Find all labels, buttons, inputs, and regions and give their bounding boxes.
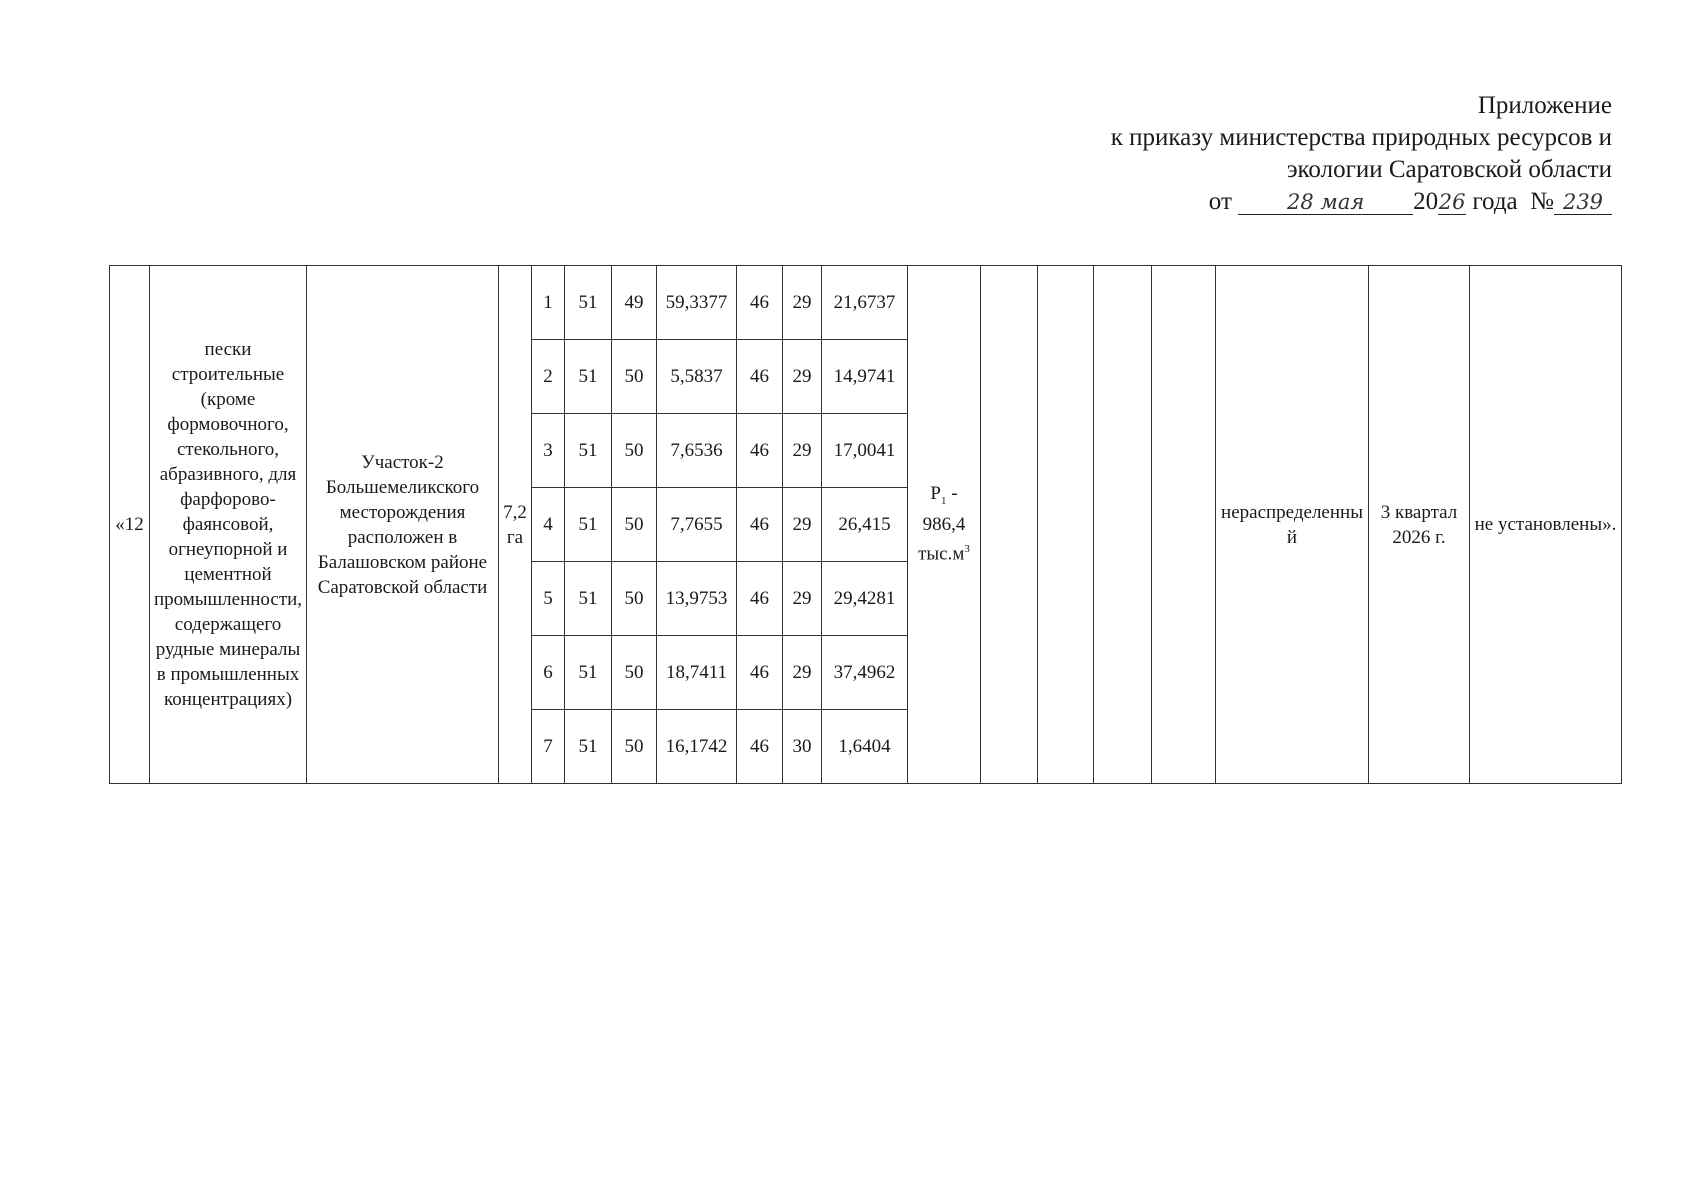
point-number: 4 [532, 487, 565, 561]
lat-degrees: 51 [565, 487, 612, 561]
lon-degrees: 46 [737, 339, 783, 413]
handwritten-date: 28 мая [1238, 190, 1413, 215]
lat-minutes: 50 [612, 561, 657, 635]
year-word: года [1472, 188, 1518, 215]
table-body [110, 266, 1622, 784]
lon-degrees: 46 [737, 487, 783, 561]
lon-minutes: 29 [783, 561, 822, 635]
empty-cell [981, 266, 1038, 784]
point-number: 5 [532, 561, 565, 635]
document-header [1111, 90, 1612, 218]
lat-degrees: 51 [565, 266, 612, 340]
handwritten-order-number: 239 [1554, 190, 1612, 215]
reserve-estimate [908, 266, 981, 784]
table-row [110, 266, 1622, 340]
lon-minutes: 29 [783, 635, 822, 709]
handwritten-year: 26 [1438, 190, 1466, 214]
lon-seconds: 26,415 [822, 487, 908, 561]
lon-seconds: 29,4281 [822, 561, 908, 635]
appendix-title: Приложение [1477, 92, 1612, 119]
lat-seconds: 16,1742 [657, 709, 737, 783]
lat-degrees: 51 [565, 709, 612, 783]
lon-degrees: 46 [737, 413, 783, 487]
lat-minutes: 50 [612, 487, 657, 561]
row-index: «12 [110, 266, 150, 784]
empty-cell [1094, 266, 1152, 784]
lat-seconds: 5,5837 [657, 339, 737, 413]
reserve-prefix: P [930, 483, 941, 505]
site-area: 7,2 га [499, 266, 532, 784]
lat-degrees: 51 [565, 561, 612, 635]
mineral-type: пески строительные (кроме формовочного, стекольного, абразивного, для фарфорово-фаянсовой, огнеупорной и цементной промышленности, содержащего рудные минералы в промышленных концентрациях) [150, 266, 307, 784]
lon-degrees: 46 [737, 709, 783, 783]
date-prefix: от [1208, 188, 1232, 215]
lon-degrees: 46 [737, 266, 783, 340]
lon-minutes: 30 [783, 709, 822, 783]
order-reference: к приказу министерства природных ресурсов и [1110, 124, 1612, 151]
lon-seconds: 1,6404 [822, 709, 908, 783]
point-number: 3 [532, 413, 565, 487]
lat-degrees: 51 [565, 413, 612, 487]
point-number: 7 [532, 709, 565, 783]
special-conditions: не установлены». [1470, 266, 1622, 784]
lon-minutes: 29 [783, 487, 822, 561]
lat-minutes: 49 [612, 266, 657, 340]
lon-seconds: 14,9741 [822, 339, 908, 413]
licensing-term: 3 квартал 2026 г. [1369, 266, 1470, 784]
empty-cell [1038, 266, 1094, 784]
year-prefix: 20 [1413, 188, 1439, 215]
point-number: 1 [532, 266, 565, 340]
lon-seconds: 21,6737 [822, 266, 908, 340]
empty-cell [1152, 266, 1216, 784]
lon-seconds: 17,0041 [822, 413, 908, 487]
lat-seconds: 18,7411 [657, 635, 737, 709]
point-number: 2 [532, 339, 565, 413]
lon-minutes: 29 [783, 266, 822, 340]
number-sign: № [1530, 188, 1554, 215]
lon-degrees: 46 [737, 561, 783, 635]
lat-minutes: 50 [612, 635, 657, 709]
lat-minutes: 50 [612, 709, 657, 783]
ministry-region: экологии Саратовской области [1286, 156, 1612, 183]
lat-seconds: 7,7655 [657, 487, 737, 561]
order-date-line [1111, 186, 1612, 218]
lat-seconds: 59,3377 [657, 266, 737, 340]
lat-seconds: 7,6536 [657, 413, 737, 487]
lat-minutes: 50 [612, 339, 657, 413]
lon-degrees: 46 [737, 635, 783, 709]
reserve-unit-power: 3 [964, 543, 970, 556]
site-location: Участок-2 Большемеликского месторождения расположен в Балашовском районе Саратовской области [307, 266, 499, 784]
lat-degrees: 51 [565, 635, 612, 709]
license-area-table [109, 265, 1622, 784]
fund-status: нераспределенный [1216, 266, 1369, 784]
lon-minutes: 29 [783, 413, 822, 487]
lon-minutes: 29 [783, 339, 822, 413]
lat-minutes: 50 [612, 413, 657, 487]
lat-degrees: 51 [565, 339, 612, 413]
lon-seconds: 37,4962 [822, 635, 908, 709]
lat-seconds: 13,9753 [657, 561, 737, 635]
reserve-value: - 986,4 тыс.м [918, 483, 966, 565]
point-number: 6 [532, 635, 565, 709]
reserve-category: 1 [941, 495, 947, 508]
